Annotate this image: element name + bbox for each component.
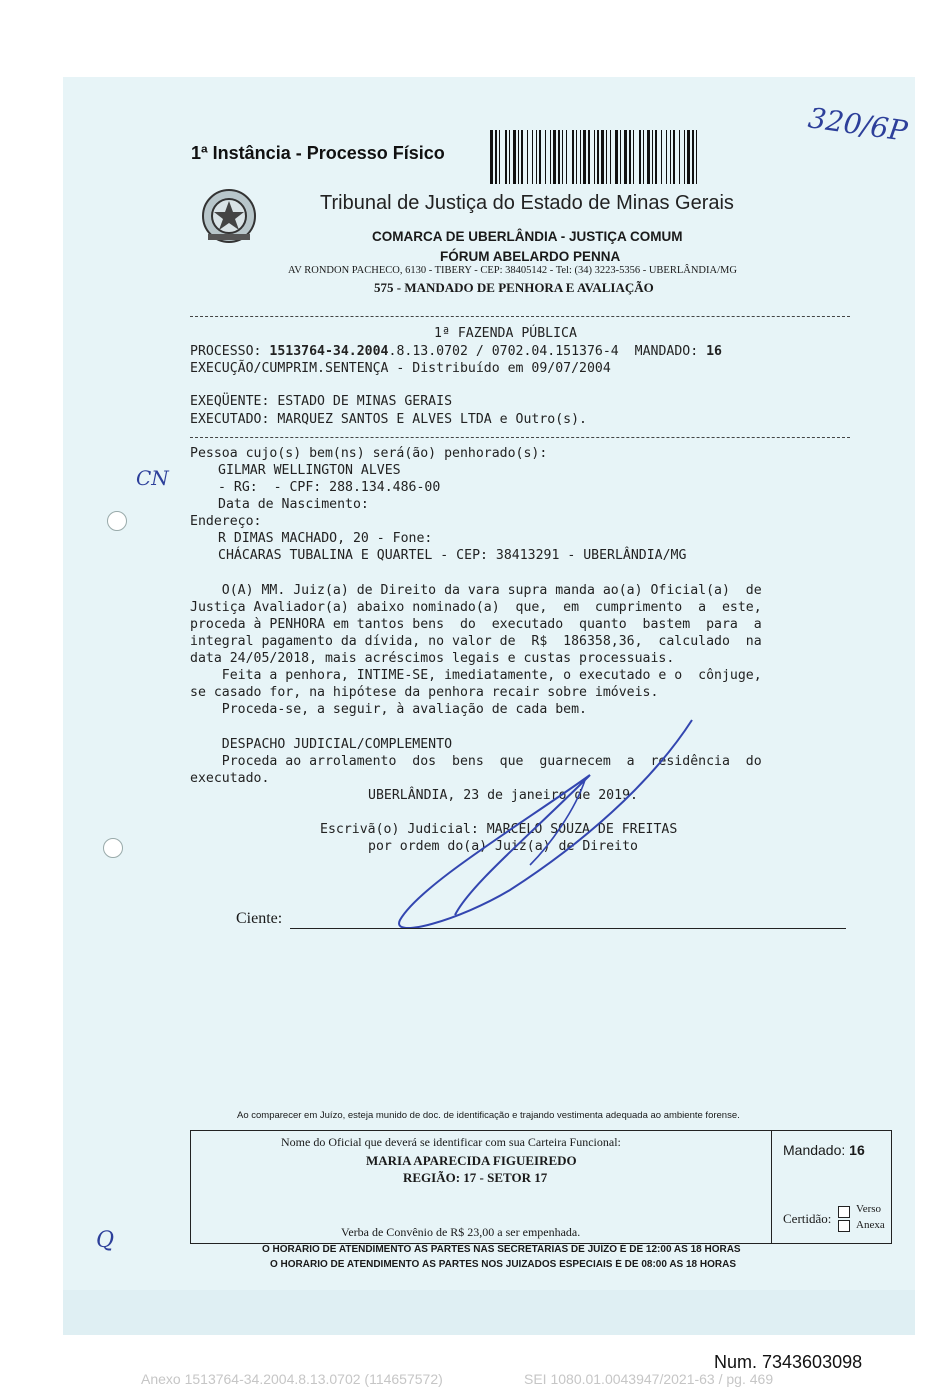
barcode-bar — [620, 130, 621, 184]
punch-hole-lower — [103, 838, 123, 858]
barcode-bar — [553, 130, 556, 184]
barcode-bar — [527, 130, 528, 184]
person-address-line2: CHÁCARAS TUBALINA E QUARTEL - CEP: 38413291 - UBERLÂNDIA/MG — [218, 548, 687, 563]
barcode-bar — [597, 130, 599, 184]
barcode-bar — [594, 130, 595, 184]
officer-name: MARIA APARECIDA FIGUEIREDO — [366, 1153, 577, 1168]
separator-middle — [190, 437, 850, 438]
barcode-bar — [490, 130, 493, 184]
officer-box-divider — [771, 1131, 772, 1243]
despacho-title: DESPACHO JUDICIAL/COMPLEMENTO — [190, 737, 453, 752]
barcode-bar — [696, 130, 697, 184]
person-address-label: Endereço: — [190, 514, 262, 529]
executado-line: EXECUTADO: MARQUEZ SANTOS E ALVES LTDA e Outro(s). — [190, 412, 587, 427]
separator-top — [190, 316, 850, 317]
person-birth: Data de Nascimento: — [218, 497, 369, 512]
processo-rest: .8.13.0702 / 0702.04.151376-4 MANDADO: — [388, 344, 707, 359]
barcode-bar — [539, 130, 541, 184]
handwritten-cn-mark: CN — [136, 466, 169, 490]
barcode-bar — [545, 130, 546, 184]
barcode-bar — [692, 130, 694, 184]
barcode-bar — [566, 130, 567, 184]
barcode-bar — [518, 130, 519, 184]
barcode-bar — [606, 130, 607, 184]
court-attire-notice: Ao comparecer em Juízo, esteja munido de doc. de identificação e trajando vestimenta adequada ao ambiente forense. — [237, 1110, 740, 1121]
order-text-line: Feita a penhora, INTIME-SE, imediatamente, o executado e o cônjuge, — [190, 668, 762, 683]
mandado-box-prefix: Mandado: — [783, 1142, 850, 1158]
order-text-line: data 24/05/2018, mais acréscimos legais e custas processuais. — [190, 651, 675, 666]
anexa-checkbox[interactable] — [838, 1220, 850, 1232]
document-number: Num. 7343603098 — [714, 1352, 863, 1372]
person-documents: - RG: - CPF: 288.134.486-00 — [218, 480, 441, 495]
barcode-bar — [562, 130, 563, 184]
barcode-bar — [633, 130, 634, 184]
sheet-bottom-strip — [63, 1290, 915, 1335]
coat-of-arms-icon — [198, 186, 260, 246]
order-text-line: proceda à PENHORA em tantos bens do executado quanto bastem para a — [190, 617, 762, 632]
forum-label: FÓRUM ABELARDO PENNA — [440, 249, 621, 264]
person-name: GILMAR WELLINGTON ALVES — [218, 463, 401, 478]
hours-secretarias: O HORÁRIO DE ATENDIMENTO ÀS PARTES NAS SECRETARIAS DE JUÍZO É DE 12:00 AS 18 HORAS — [262, 1244, 741, 1255]
barcode-bar — [513, 130, 516, 184]
ciente-signature-line — [290, 928, 846, 929]
barcode-bar — [652, 130, 653, 184]
barcode-bar — [624, 130, 627, 184]
despacho-text-line: executado. — [190, 771, 270, 786]
ciente-label: Ciente: — [236, 910, 283, 927]
barcode-bar — [615, 130, 618, 184]
processo-label: PROCESSO: — [190, 344, 270, 359]
barcode-bar — [673, 130, 675, 184]
comarca-label: COMARCA DE UBERLÂNDIA - JUSTIÇA COMUM — [372, 229, 683, 244]
barcode-bar — [505, 130, 507, 184]
punch-hole-upper — [107, 511, 127, 531]
order-text-line: integral pagamento da dívida, no valor de R$ 186358,36, calculado na — [190, 634, 762, 649]
handwritten-page-number: 320/6P — [806, 101, 910, 148]
officer-region: REGIÃO: 17 - SETOR 17 — [403, 1170, 548, 1185]
despacho-text-line: Proceda ao arrolamento dos bens que guarnecem a residência do — [190, 754, 762, 769]
anexa-label: Anexa — [856, 1219, 885, 1231]
signer-line1: Escrivã(o) Judicial: MARCELO SOUZA DE FREITAS — [320, 822, 678, 837]
instance-label: 1ª Instância - Processo Físico — [191, 143, 445, 163]
processo-number: 1513764-34.2004 — [269, 344, 389, 359]
barcode-bar — [687, 130, 690, 184]
mandado-box-number: 16 — [849, 1142, 865, 1158]
verba-text: Verba de Convênio de R$ 23,00 a ser empenhada. — [341, 1225, 581, 1239]
barcode-bar — [583, 130, 586, 184]
barcode-bar — [499, 130, 500, 184]
barcode-bar — [610, 130, 611, 184]
handwritten-signature — [380, 715, 710, 940]
barcode-bar — [532, 130, 533, 184]
verso-checkbox[interactable] — [838, 1206, 850, 1218]
annex-reference: Anexo 1513764-34.2004.8.13.0702 (114657572) — [141, 1371, 443, 1387]
barcode-bar — [509, 130, 510, 184]
barcode-bar — [655, 130, 657, 184]
classe-line: EXECUÇÃO/CUMPRIM.SENTENÇA - Distribuído em 09/07/2004 — [190, 361, 611, 376]
mandado-box-label — [783, 1142, 865, 1158]
barcode-bar — [647, 130, 650, 184]
barcode-bar — [550, 130, 551, 184]
barcode-bar — [588, 130, 590, 184]
date-line: UBERLÂNDIA, 23 de janeiro de 2019. — [368, 788, 638, 803]
barcode-bar — [601, 130, 604, 184]
barcode-bar — [670, 130, 671, 184]
order-text-line: Proceda-se, a seguir, à avaliação de cada bem. — [190, 702, 587, 717]
barcode-bar — [684, 130, 685, 184]
barcode-bar — [643, 130, 644, 184]
person-heading: Pessoa cujo(s) bem(ns) será(ão) penhorado(s): — [190, 446, 548, 461]
court-name: Tribunal de Justiça do Estado de Minas Gerais — [320, 192, 734, 214]
officer-heading: Nome do Oficial que deverá se identificar com sua Carteira Funcional: — [281, 1135, 621, 1149]
barcode-bar — [661, 130, 662, 184]
mandado-number: 16 — [706, 344, 722, 359]
person-address-line1: R DIMAS MACHADO, 20 - Fone: — [218, 531, 433, 546]
hours-juizados: O HORÁRIO DE ATENDIMENTO ÀS PARTES NOS JUIZADOS ESPECIAIS É DE 08:00 AS 18 HORAS — [270, 1259, 737, 1268]
barcode-bar — [639, 130, 641, 184]
barcode-bar — [666, 130, 667, 184]
order-text-line: O(A) MM. Juiz(a) de Direito da vara supra manda ao(a) Oficial(a) de — [190, 583, 762, 598]
barcode-bar — [679, 130, 680, 184]
barcode-bar — [536, 130, 537, 184]
barcode-bar — [576, 130, 577, 184]
barcode-bar — [558, 130, 560, 184]
exequente-line: EXEQÜENTE: ESTADO DE MINAS GERAIS — [190, 394, 453, 409]
vara-name: 1ª FAZENDA PÚBLICA — [434, 326, 577, 341]
barcode-bar — [629, 130, 631, 184]
barcode — [490, 130, 700, 184]
document-type: 575 - MANDADO DE PENHORA E AVALIAÇÃO — [374, 280, 654, 295]
order-text-line: se casado for, na hipótese da penhora recair sobre imóveis. — [190, 685, 659, 700]
order-text-line: Justiça Avaliador(a) abaixo nominado(a) que, em cumprimento a este, — [190, 600, 762, 615]
signer-line2: por ordem do(a) Juiz(a) de Direito — [368, 839, 638, 854]
court-address: AV RONDON PACHECO, 6130 - TIBERY - CEP: 38405142 - Tel: (34) 3223-5356 - UBERLÂNDIA/MG — [288, 265, 737, 276]
barcode-bar — [580, 130, 581, 184]
officer-box — [190, 1130, 892, 1244]
barcode-bar — [495, 130, 497, 184]
handwritten-corner-mark: Q — [96, 1228, 115, 1253]
verso-label: Verso — [856, 1203, 882, 1215]
processo-line — [190, 343, 722, 360]
sei-reference: SEI 1080.01.0043947/2021-63 / pg. 469 — [524, 1371, 774, 1387]
barcode-bar — [572, 130, 574, 184]
certidao-label: Certidão: — [783, 1211, 832, 1226]
barcode-bar — [521, 130, 523, 184]
